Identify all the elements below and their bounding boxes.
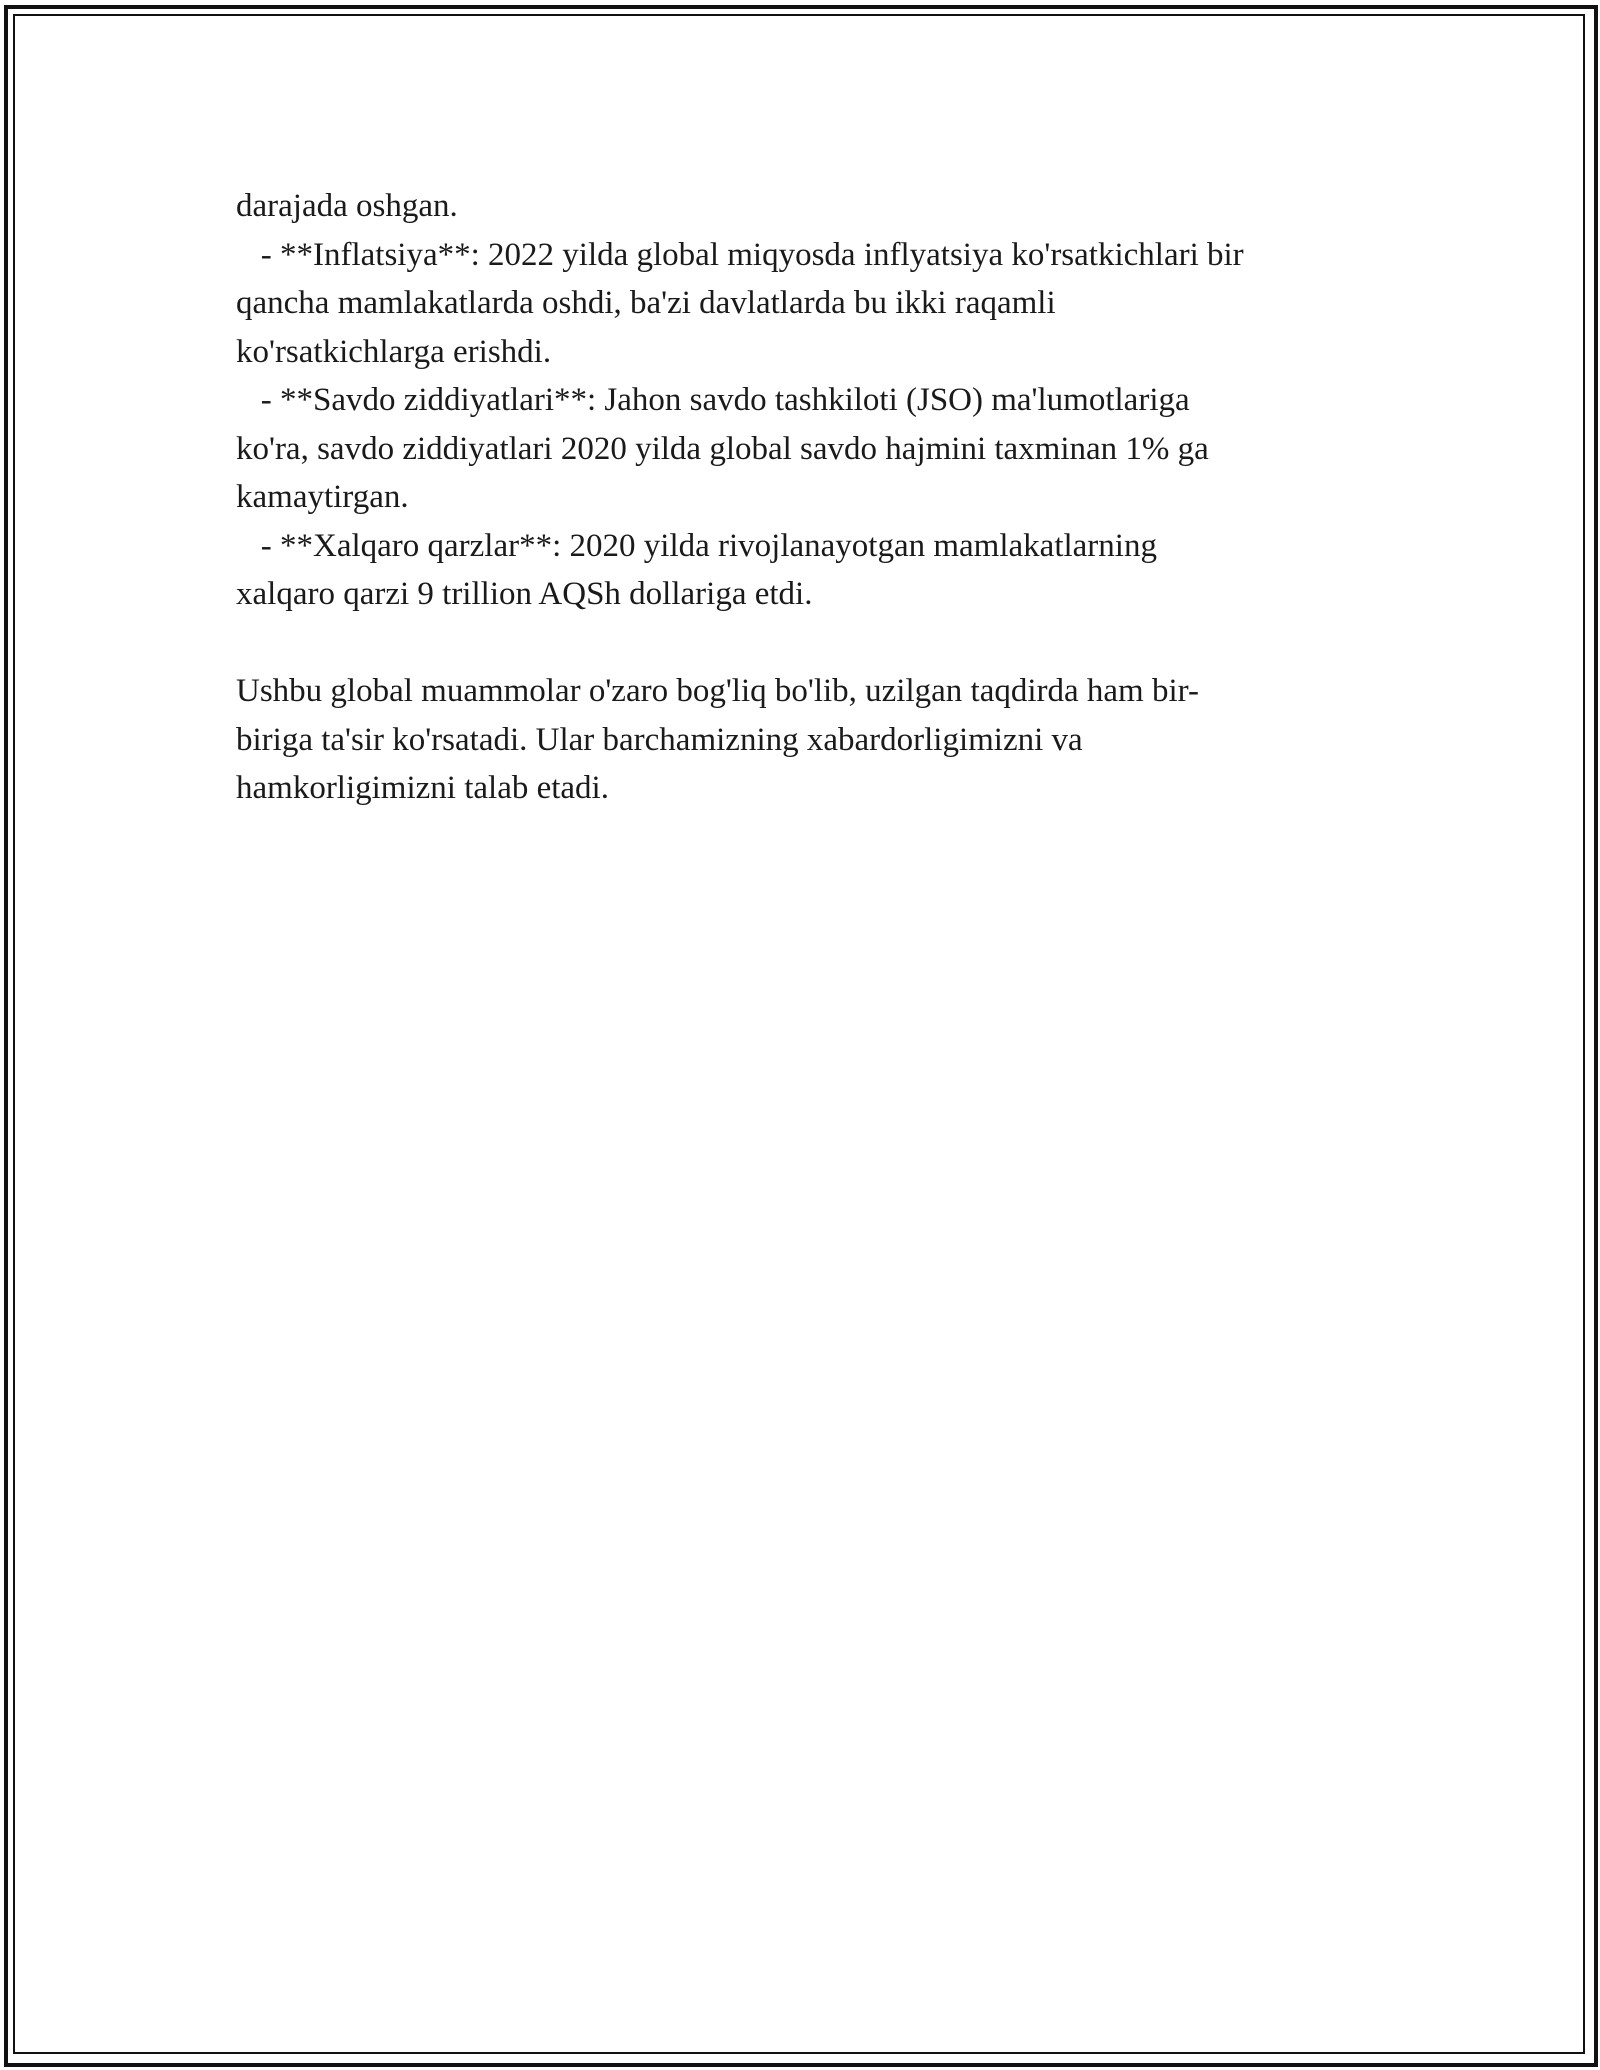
text-line: darajada oshgan.	[236, 188, 458, 224]
text-line: ko'rsatkichlarga erishdi.	[236, 333, 552, 370]
bullet-international-debt-line: - **Xalqaro qarzlar**: 2020 yilda rivojlanayotgan mamlakatlarning	[236, 527, 1157, 564]
paragraph-spacer	[236, 619, 1396, 668]
bullet-inflation-line: - **Inflatsiya**: 2022 yilda global miqyosda inflyatsiya ko'rsatkichlari bir	[236, 236, 1244, 273]
conclusion-line: Ushbu global muammolar o'zaro bog'liq bo'lib, uzilgan taqdirda ham bir-	[236, 673, 1199, 709]
conclusion-line: biriga ta'sir ko'rsatadi. Ular barchamizning xabardorligimizni va	[236, 721, 1083, 758]
text-line: kamaytirgan.	[236, 479, 409, 515]
text-line: ko'ra, savdo ziddiyatlari 2020 yilda global savdo hajmini taxminan 1% ga	[236, 430, 1209, 467]
text-line: qancha mamlakatlarda oshdi, ba'zi davlatlarda bu ikki raqamli	[236, 285, 1056, 321]
text-line: xalqaro qarzi 9 trillion AQSh dollariga etdi.	[236, 576, 813, 612]
document-body	[236, 182, 1396, 813]
conclusion-line: hamkorligimizni talab etadi.	[236, 770, 609, 806]
bullet-trade-conflicts-line: - **Savdo ziddiyatlari**: Jahon savdo tashkiloti (JSO) ma'lumotlariga	[236, 382, 1190, 418]
